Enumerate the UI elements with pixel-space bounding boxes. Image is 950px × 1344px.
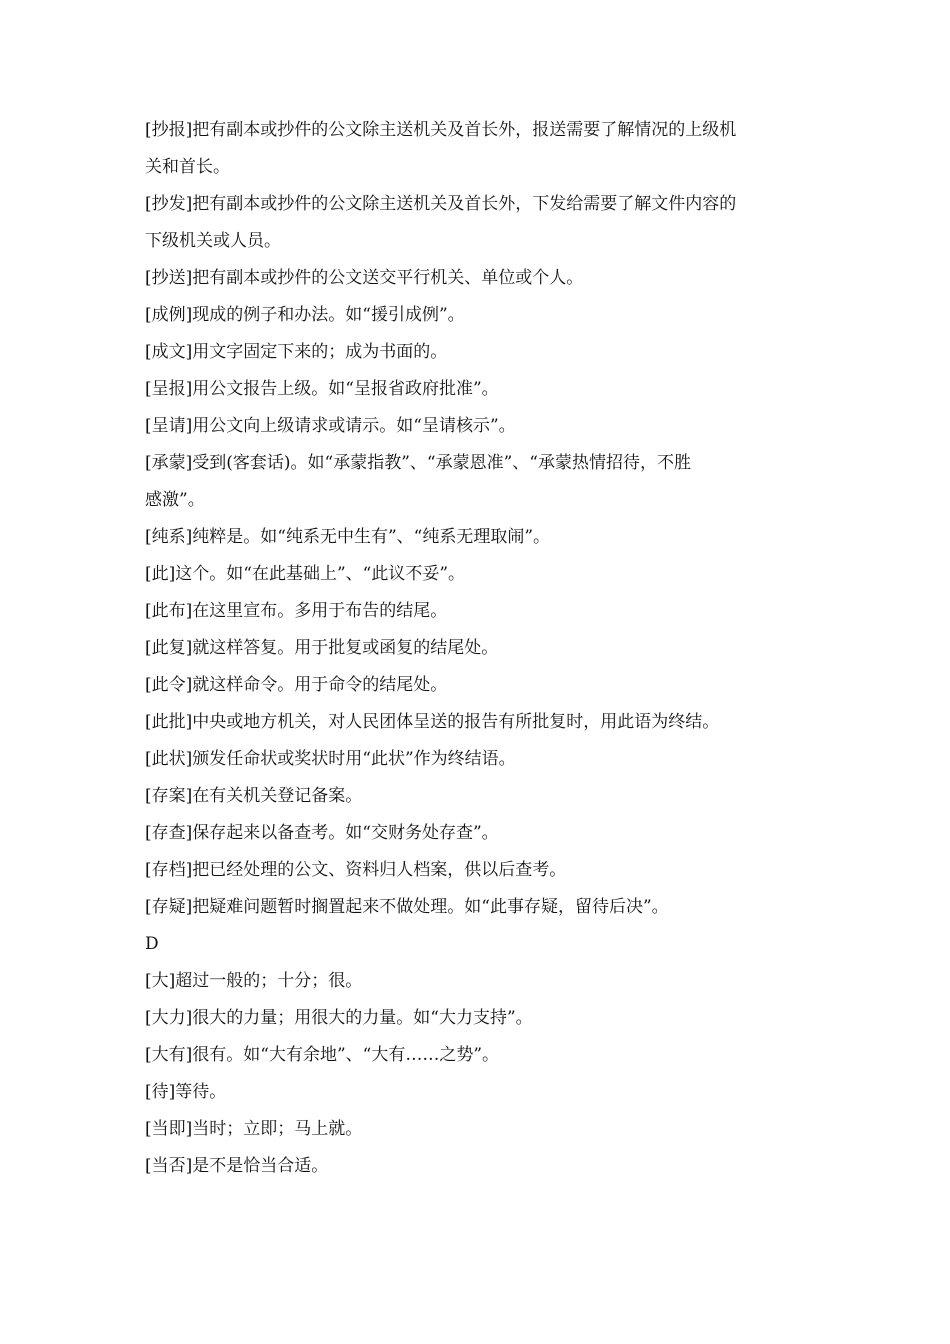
entry-chengmeng-line-1: [承蒙]受到(客套话)。如“承蒙指教”、“承蒙恩准”、“承蒙热情招待，不胜 (145, 453, 691, 473)
entry-cipi: [此批]中央或地方机关，对人民团体呈送的报告有所批复时，用此语为终结。 (145, 712, 720, 732)
entry-chengmeng-line-2: 感激”。 (145, 490, 205, 510)
entry-dayou: [大有]很有。如“大有余地”、“大有……之势”。 (145, 1045, 500, 1065)
entry-chaofa-line-1: [抄发]把有副本或抄件的公文除主送机关及首长外，下发给需要了解文件内容的 (145, 194, 737, 214)
entry-dai: [待]等待。 (145, 1082, 227, 1102)
entry-chunxi: [纯系]纯粹是。如“纯系无中生有”、“纯系无理取闹”。 (145, 527, 551, 547)
entry-chaosong: [抄送]把有副本或抄件的公文送交平行机关、单位或个人。 (145, 268, 584, 288)
entry-dali: [大力]很大的力量；用很大的力量。如“大力支持”。 (145, 1008, 533, 1028)
entry-cibu: [此布]在这里宣布。多用于布告的结尾。 (145, 601, 448, 621)
entry-chengbao: [呈报]用公文报告上级。如“呈报省政府批准”。 (145, 379, 499, 399)
entry-cifu: [此复]就这样答复。用于批复或函复的结尾处。 (145, 638, 499, 658)
entry-da: [大]超过一般的；十分；很。 (145, 971, 363, 991)
entry-cizhuang: [此状]颁发任命状或奖状时用“此状”作为终结语。 (145, 749, 516, 769)
entry-chengwen: [成文]用文字固定下来的；成为书面的。 (145, 342, 448, 362)
entry-chengqing: [呈请]用公文向上级请求或请示。如“呈请核示”。 (145, 416, 516, 436)
entry-chaobao-line-1: [抄报]把有副本或抄件的公文除主送机关及首长外，报送需要了解情况的上级机 (145, 120, 737, 140)
entry-chengli: [成例]现成的例子和办法。如“援引成例”。 (145, 305, 465, 325)
entry-ci: [此]这个。如“在此基础上”、“此议不妥”。 (145, 564, 466, 584)
entry-dangfou: [当否]是不是恰当合适。 (145, 1156, 329, 1176)
entry-cuncha: [存查]保存起来以备查考。如“交财务处存查”。 (145, 823, 499, 843)
section-letter-d: D (145, 934, 159, 954)
entry-cundang: [存档]把已经处理的公文、资料归人档案，供以后查考。 (145, 860, 567, 880)
entry-cunyi: [存疑]把疑难问题暂时搁置起来不做处理。如“此事存疑，留待后决”。 (145, 897, 669, 917)
entry-chaofa-line-2: 下级机关或人员。 (145, 231, 281, 251)
entry-chaobao-line-2: 关和首长。 (145, 157, 230, 177)
entry-dangji: [当即]当时；立即；马上就。 (145, 1119, 363, 1139)
entry-cunan: [存案]在有关机关登记备案。 (145, 786, 363, 806)
document-body (145, 112, 810, 1185)
entry-ciling: [此令]就这样命令。用于命令的结尾处。 (145, 675, 448, 695)
